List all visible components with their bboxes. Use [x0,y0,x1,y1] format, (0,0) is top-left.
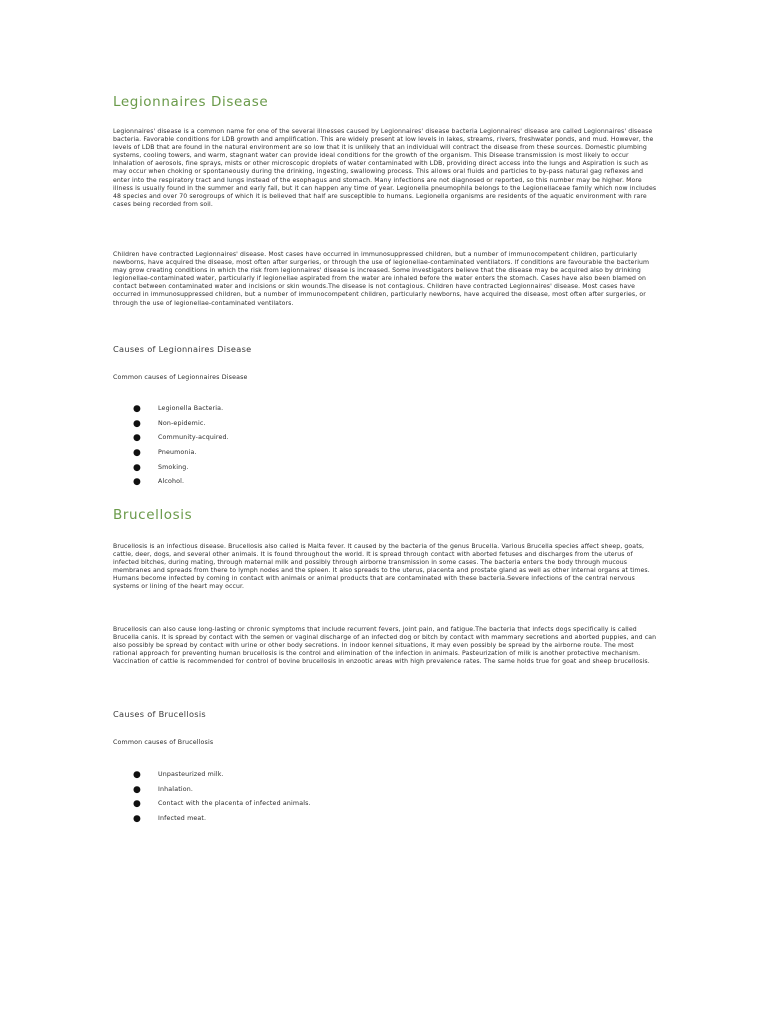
list-item [113,449,229,464]
causes-list-brucellosis [113,771,311,830]
bullet-icon: ● [133,799,142,810]
list-item [113,478,229,493]
list-item-text: Smoking. [158,463,189,471]
list-item [113,434,229,449]
section-title-brucellosis: Brucellosis [113,507,193,523]
list-item-text: Alcohol. [158,478,185,486]
list-item [113,786,311,801]
paragraph-brucellosis-1: Brucellosis is an infectious disease. Brucellosis also called is Malta fever. It caused by the bacteria of the genus Brucella. Various Brucella species affect sheep, goats, cattle, deer, dogs, and several other animals. It is found throughout the world. It is spread through contact with aborted fetuses and discharges from the uterus of infected bitches, during mating, through maternal milk and possibly through airborne transmission in some cases. The bacteria enters the body through mucous membranes and spreads from there to lymph nodes and the spleen. It also spreads to the uterus, placenta and prostate gland as well as other internal organs at times. Humans become infected by coming in contact with animals or animal products that are contaminated with these bacteria.Severe infections of the central nervous systems or lining of the heart may occur. [113,543,650,591]
list-item-text: Community-acquired. [158,434,229,442]
list-item-text: Infected meat. [158,815,207,823]
bullet-icon: ● [133,462,142,473]
list-item-text: Non-epidemic. [158,419,206,427]
list-item-text: Inhalation. [158,785,194,793]
bullet-icon: ● [133,433,142,444]
bullet-icon: ● [133,477,142,488]
bullet-icon: ● [133,418,142,429]
section-title-legionnaires: Legionnaires Disease [113,94,269,110]
list-item [113,800,311,815]
list-item [113,405,229,420]
causes-intro-brucellosis: Common causes of Brucellosis [113,739,214,746]
paragraph-legionnaires-2: Children have contracted Legionnaires' disease. Most cases have occurred in immunosuppressed children, but a number of immunocompetent children, particularly newborns, have acquired the disease, most often after surgeries, or through the use of legionellae-contaminated ventilators. If conditions are favourable the bacterium may grow creating conditions in which the risk from legionnaires' disease is increased. Some investigators believe that the disease may be acquired also by drinking legionellae-contaminated water, particularly if legionellae aspirated from the water are inhaled before the water enters the stomach. Cases have also been blamed on contact between contaminated water and incisions or skin wounds.The disease is not contagious. Children have contracted Legionnaires' disease. Most cases have occurred in immunosuppressed children, but a number of immunocompetent children, particularly newborns, have acquired the disease, most often after surgeries, or through the use of legionellae-contaminated ventilators. [113,251,650,307]
list-item [113,771,311,786]
list-item [113,464,229,479]
causes-heading-brucellosis: Causes of Brucellosis [113,709,206,719]
bullet-icon: ● [133,448,142,459]
paragraph-legionnaires-1: Legionnaires' disease is a common name for one of the several illnesses caused by Legionnaires' disease bacteria Legionnaires' disease are called Legionnaires' disease bacteria. Favorable conditions for LDB growth and amplification. This are widely present at low levels in lakes, streams, rivers, freshwater ponds, and mud. However, the levels of LDB that are found in the natural environment are so low that it is unlikely that an individual will contract the disease from these sources. Domestic plumbing systems, cooling towers, and warm, stagnant water can provide ideal conditions for the growth of the organism. This Disease transmission is most likely to occur Inhalation of aerosols, fine sprays, mists or other microscopic droplets of water contaminated with LDB, providing direct access into the lungs and Aspiration is such as may occur when choking or spontaneously during the drinking, ingesting, swallowing process. This allows oral fluids and particles to by-pass natural gag reflexes and enter into the respiratory tract and lungs instead of the esophagus and stomach. Many infections are not diagnosed or reported, so this number may be higher. More illness is usually found in the summer and early fall, but it can happen any time of year. Legionella pneumophila belongs to the Legionellaceae family which now includes 48 species and over 70 serogroups of which it is believed that half are susceptible to humans. Legionella organisms are residents of the aquatic environment with rare cases being recorded from soil. [113,128,657,208]
causes-list-legionnaires [113,405,229,493]
paragraph-brucellosis-2: Brucellosis can also cause long-lasting or chronic symptoms that include recurrent fevers, joint pain, and fatigue.The bacteria that infects dogs specifically is called Brucella canis. It is spread by contact with the semen or vaginal discharge of an infected dog or bitch by contact with mammary secretions and aborted puppies, and can also possibly be spread by contact with urine or other body secretions. In indoor kennel situations, it may even possibly be spread by the airborne route. The most rational approach for preventing human brucellosis is the control and elimination of the infection in animals. Pasteurization of milk is another protective mechanism. Vaccination of cattle is recommended for control of bovine brucellosis in enzootic areas with high prevalence rates. The same holds true for goat and sheep brucellosis. [113,626,657,666]
list-item-text: Pneumonia. [158,449,197,457]
bullet-icon: ● [133,814,142,825]
bullet-icon: ● [133,404,142,414]
causes-intro-legionnaires: Common causes of Legionnaires Disease [113,374,248,381]
list-item-text: Contact with the placenta of infected animals. [158,800,311,808]
causes-heading-legionnaires: Causes of Legionnaires Disease [113,344,252,354]
bullet-icon: ● [133,784,142,795]
list-item [113,815,311,830]
list-item-text: Unpasteurized milk. [158,771,224,778]
bullet-icon: ● [133,770,142,780]
list-item-text: Legionella Bacteria. [158,405,224,412]
list-item [113,420,229,435]
